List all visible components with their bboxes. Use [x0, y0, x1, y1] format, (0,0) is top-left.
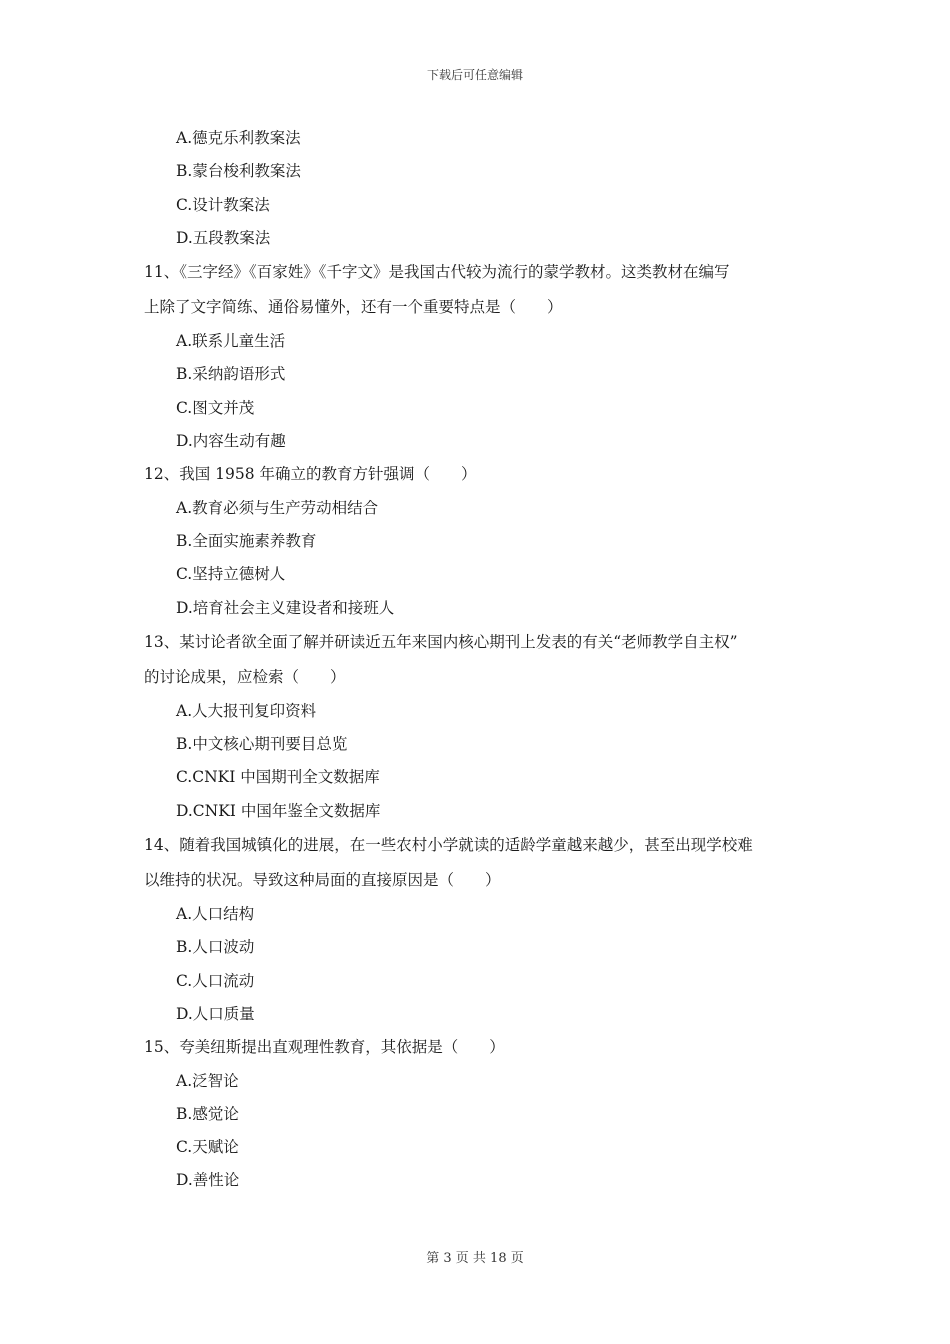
- option-a: A.联系儿童生活: [176, 332, 286, 351]
- question-13-line-1: 13、某讨论者欲全面了解并研读近五年来国内核心期刊上发表的有关“老师教学自主权”: [144, 632, 738, 651]
- question-14-line-2: 以维持的状况。导致这种局面的直接原因是（ ）: [144, 871, 501, 890]
- option-b: B.中文核心期刊要目总览: [176, 735, 348, 754]
- question-12: 12、我国 1958 年确立的教育方针强调（ ）: [144, 465, 477, 484]
- option-a: A.德克乐利教案法: [176, 129, 301, 147]
- option-a: A.泛智论: [176, 1071, 239, 1090]
- option-b: B.感觉论: [176, 1104, 239, 1123]
- option-c: C.CNKI 中国期刊全文数据库: [176, 768, 380, 787]
- option-b: B.全面实施素养教育: [176, 531, 317, 550]
- option-c: C.人口流动: [176, 971, 255, 990]
- option-c: C.天赋论: [176, 1138, 239, 1157]
- option-d: D.人口质量: [176, 1004, 255, 1023]
- option-d: D.培育社会主义建设者和接班人: [176, 598, 395, 617]
- option-a: A.人大报刊复印资料: [176, 701, 317, 720]
- question-14-line-1: 14、随着我国城镇化的进展，在一些农村小学就读的适龄学童越来越少，甚至出现学校难: [144, 836, 753, 855]
- question-15: 15、夸美纽斯提出直观理性教育，其依据是（ ）: [144, 1038, 505, 1057]
- question-13-line-2: 的讨论成果，应检索（ ）: [144, 667, 346, 686]
- question-11-line-2: 上除了文字简练、通俗易懂外，还有一个重要特点是（ ）: [144, 298, 563, 317]
- page-header: 下载后可任意编辑: [426, 68, 523, 82]
- document-body: [144, 122, 810, 1198]
- question-11-line-1: 11、《三字经》《百家姓》《千字文》是我国古代较为流行的蒙学教材。这类教材在编写: [144, 263, 730, 282]
- option-c: C.图文并茂: [176, 398, 255, 417]
- option-d: D.内容生动有趣: [176, 432, 286, 451]
- page-footer: 第 3 页 共 18 页: [426, 1251, 524, 1266]
- option-d: D.CNKI 中国年鉴全文数据库: [176, 801, 381, 820]
- option-b: B.采纳韵语形式: [176, 365, 286, 384]
- option-a: A.教育必须与生产劳动相结合: [176, 498, 379, 517]
- option-d: D.善性论: [176, 1171, 240, 1190]
- option-b: B.蒙台梭利教案法: [176, 162, 301, 181]
- option-c: C.坚持立德树人: [176, 565, 286, 584]
- option-d: D.五段教案法: [176, 228, 271, 247]
- option-b: B.人口波动: [176, 938, 255, 957]
- option-c: C.设计教案法: [176, 195, 270, 214]
- option-a: A.人口结构: [176, 905, 255, 924]
